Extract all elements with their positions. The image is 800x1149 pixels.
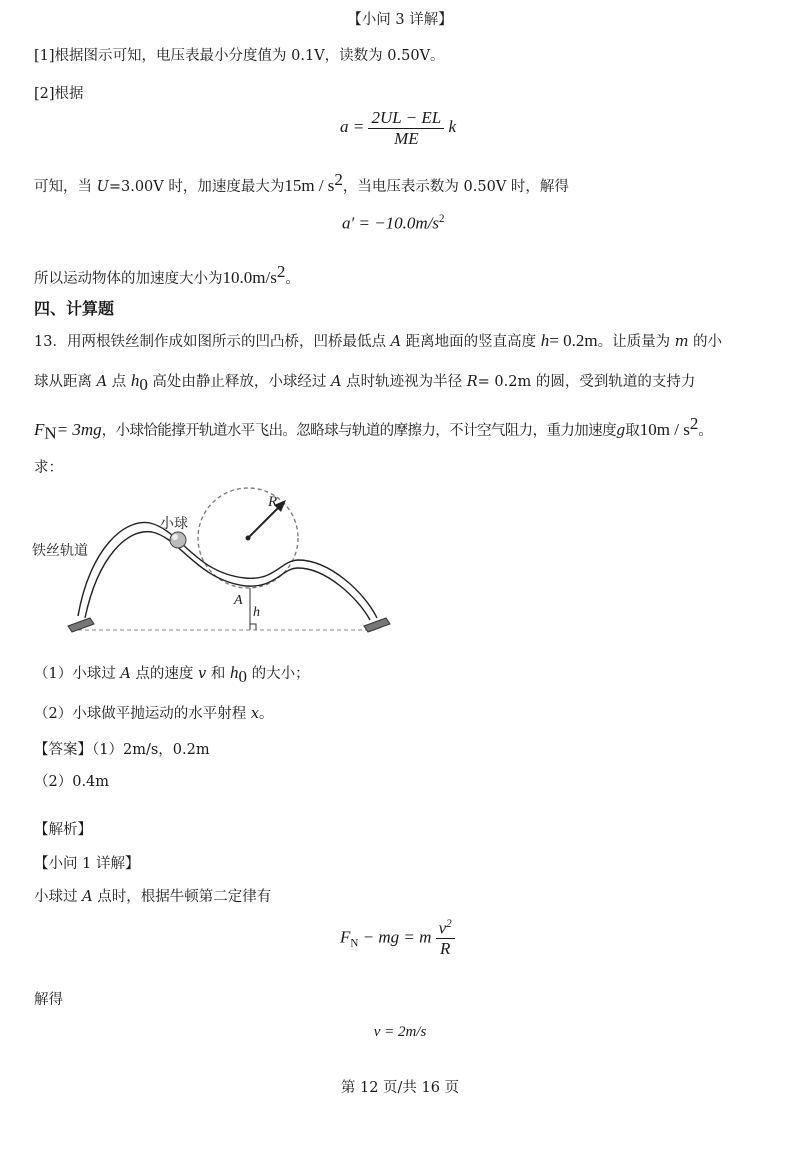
- equation-velocity: v = 2m/s: [373, 1024, 427, 1040]
- var-a: A: [96, 374, 108, 390]
- q13-line4: 求：: [34, 460, 63, 476]
- eq3-f: F: [340, 927, 351, 947]
- eq1-denominator: ME: [394, 128, 419, 148]
- right-angle-mark: [250, 624, 256, 630]
- text: =3.00V 时，加速度最大为: [108, 178, 285, 195]
- eq2-sup: 2: [439, 213, 445, 225]
- var-a: A: [120, 666, 131, 682]
- text: 。: [259, 706, 274, 722]
- var-h0: h: [229, 663, 239, 682]
- height-label: h: [253, 605, 260, 620]
- text: 点时，根据牛顿第二定律有: [97, 889, 272, 905]
- ball-highlight: [172, 534, 178, 540]
- eq1-numerator: 2UL − EL: [368, 108, 444, 129]
- eq3-fraction: [436, 918, 455, 959]
- point-a-label: A: [234, 593, 243, 608]
- part-1: [34, 662, 310, 687]
- sub: 0: [139, 374, 148, 394]
- var-u: U: [96, 178, 109, 195]
- analysis-title: 【解析】: [34, 822, 92, 838]
- eq3-denominator: R: [439, 939, 451, 959]
- eq3-mid: − mg = m: [358, 927, 432, 947]
- text: ，小球恰能撑开轨道水平飞出。忽略球与轨道的摩擦力，不计空气阻力，重力加速度: [101, 422, 616, 439]
- var-m: m: [674, 334, 689, 350]
- var-a: A: [82, 889, 93, 905]
- q13-line3: [34, 414, 713, 444]
- analysis-line2: 解得: [34, 992, 63, 1008]
- sup: 2: [689, 414, 699, 433]
- sub: N: [44, 423, 57, 443]
- text: 球从距离: [34, 374, 92, 390]
- ball: [170, 532, 186, 548]
- equation-acceleration: [340, 108, 456, 148]
- eq3-numsup: 2: [446, 918, 452, 930]
- section-title: 四、计算题: [34, 299, 115, 318]
- text: = 0.2m 的圆，受到轨道的支持力: [477, 374, 696, 390]
- ball-label: 小球: [160, 516, 188, 532]
- var-v: v: [198, 666, 207, 682]
- radius-label: R: [268, 494, 278, 510]
- accel-value: 10.0m/s: [222, 267, 277, 287]
- height-value: = 0.2m: [549, 331, 598, 350]
- sup: 2: [276, 262, 286, 281]
- text: （1）小球过: [34, 666, 116, 682]
- sub3-line4: [34, 262, 300, 288]
- force-value: = 3mg: [56, 419, 102, 439]
- text: 13．用两根铁丝制作成如图所示的凹凸桥，凹桥最低点: [34, 334, 386, 350]
- text: 和: [210, 666, 226, 682]
- equation-newton: [340, 918, 455, 959]
- page-footer: 第 12 页/共 16 页: [340, 1080, 460, 1096]
- text: 点的速度: [135, 666, 194, 682]
- q13-line1: [34, 330, 722, 351]
- track-wire-outer: [78, 522, 377, 618]
- text: （2）小球做平抛运动的水平射程: [34, 706, 247, 722]
- analysis-sub1-heading: 【小问 1 详解】: [34, 856, 140, 872]
- text: 的小: [693, 334, 723, 350]
- text: 。: [285, 270, 300, 287]
- answer-line2: （2）0.4m: [34, 774, 110, 790]
- q13-line2: [34, 370, 695, 395]
- text: 的大小；: [251, 666, 310, 682]
- sub3-line1: [1]根据图示可知，电压表最小分度值为 0.1V，读数为 0.50V。: [34, 48, 445, 64]
- text: 高处由静止释放，小球经过: [152, 374, 327, 390]
- text: 。让质量为: [597, 334, 671, 350]
- text: 点时轨迹视为半径: [346, 374, 463, 390]
- sub3-heading: 【小问 3 详解】: [347, 12, 453, 28]
- text: 取: [625, 422, 640, 439]
- sub3-line2: [2]根据: [34, 86, 84, 102]
- part-2: [34, 702, 274, 723]
- var-r: R: [466, 374, 478, 390]
- var-h0: h: [130, 371, 140, 390]
- text: 点: [111, 374, 127, 390]
- eq3-num: v: [438, 918, 447, 938]
- var-a: A: [331, 374, 342, 390]
- text: 所以运动物体的加速度大小为: [34, 270, 223, 287]
- equation-a-prime: [342, 213, 445, 234]
- track-wire-inner: [85, 532, 370, 620]
- text: 可知，当: [34, 178, 92, 195]
- max-accel-value: 15m / s: [284, 175, 335, 195]
- right-base: [364, 618, 390, 632]
- answer-line1: 【答案】（1）2m/s，0.2m: [34, 742, 210, 758]
- eq1-fraction: [368, 108, 444, 148]
- var-f: F: [34, 419, 45, 439]
- var-x: x: [250, 706, 260, 722]
- eq3-numerator: [436, 918, 455, 939]
- analysis-line1: [34, 885, 271, 906]
- var-h: h: [540, 331, 550, 350]
- sup: 2: [334, 170, 343, 189]
- text: 距离地面的竖直高度: [405, 334, 537, 350]
- eq2-text: a′ = −10.0m/s: [342, 213, 440, 233]
- var-a: A: [390, 334, 402, 350]
- eq1-lhs: a =: [340, 116, 365, 136]
- eq1-tail: k: [448, 116, 457, 136]
- text: ，当电压表示数为 0.50V 时，解得: [342, 178, 569, 195]
- var-g: g: [615, 422, 626, 439]
- sub: 0: [238, 666, 247, 686]
- text: 。: [698, 422, 713, 439]
- eq3-sub: N: [350, 937, 359, 950]
- gravity-value: 10m / s: [639, 419, 690, 439]
- sub3-line3: [34, 170, 569, 196]
- track-label: 铁丝轨道: [32, 543, 88, 559]
- text: 小球过: [34, 889, 78, 905]
- bridge-figure: [30, 478, 400, 648]
